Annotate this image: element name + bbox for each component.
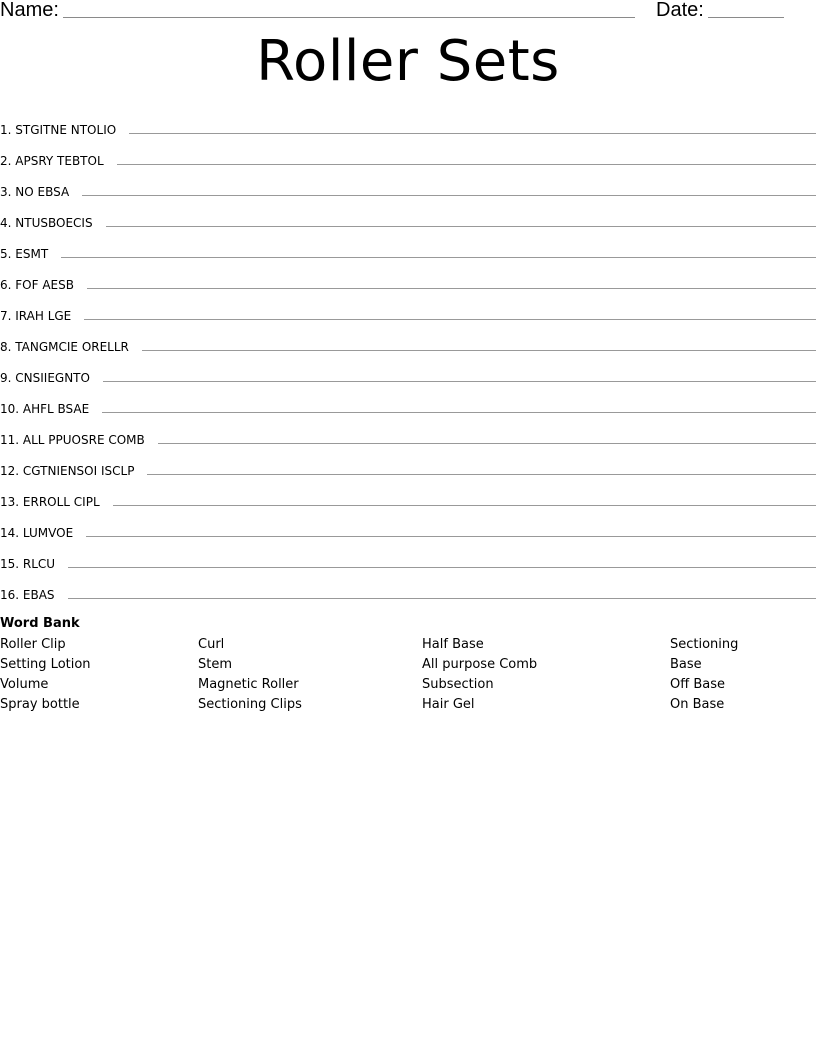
question-row [0, 111, 816, 142]
word-bank-item: On Base [670, 697, 725, 712]
word-bank-column [198, 635, 302, 715]
word-bank [0, 615, 816, 715]
answer-line[interactable] [147, 474, 816, 475]
scrambled-word: 15. RLCU [0, 557, 56, 571]
answer-line[interactable] [87, 288, 816, 289]
question-row [0, 545, 816, 576]
word-bank-item: Roller Clip [0, 637, 66, 652]
worksheet-header [0, 0, 816, 24]
scrambled-word: 5. ESMT [0, 247, 49, 261]
date-field-line[interactable] [708, 17, 784, 18]
answer-line[interactable] [103, 381, 816, 382]
word-bank-item: Magnetic Roller [198, 677, 299, 692]
question-row [0, 390, 816, 421]
name-field-line[interactable] [63, 17, 635, 18]
scrambled-word: 13. ERROLL CIPL [0, 495, 100, 509]
word-bank-item: All purpose Comb [422, 657, 538, 672]
scrambled-word: 4. NTUSBOECIS [0, 216, 93, 230]
question-row [0, 173, 816, 204]
question-list [0, 111, 816, 607]
question-row [0, 328, 816, 359]
word-bank-item: Base [670, 657, 702, 672]
question-row [0, 421, 816, 452]
question-row [0, 204, 816, 235]
word-bank-item: Curl [198, 637, 225, 652]
question-row [0, 359, 816, 390]
scrambled-word: 1. STGITNE NTOLIO [0, 123, 117, 137]
answer-line[interactable] [102, 412, 816, 413]
answer-line[interactable] [68, 567, 816, 568]
scrambled-word: 9. CNSIIEGNTO [0, 371, 90, 385]
scrambled-word: 16. EBAS [0, 588, 55, 602]
word-bank-grid [0, 635, 816, 715]
word-bank-column [422, 635, 537, 715]
scrambled-word: 14. LUMVOE [0, 526, 74, 540]
word-bank-item: Subsection [422, 677, 494, 692]
answer-line[interactable] [84, 319, 816, 320]
question-row [0, 297, 816, 328]
question-row [0, 142, 816, 173]
scrambled-word: 6. FOF AESB [0, 278, 74, 292]
word-bank-item: Spray bottle [0, 697, 80, 712]
date-label: Date: [656, 0, 704, 21]
page-title: Roller Sets [256, 29, 560, 94]
scrambled-word: 11. ALL PPUOSRE COMB [0, 433, 145, 447]
answer-line[interactable] [113, 505, 816, 506]
scrambled-word: 10. AHFL BSAE [0, 402, 90, 416]
question-row [0, 452, 816, 483]
word-bank-item: Off Base [670, 677, 725, 692]
word-bank-item: Volume [0, 677, 49, 692]
word-bank-item: Stem [198, 657, 233, 672]
name-label: Name: [0, 0, 59, 21]
answer-line[interactable] [117, 164, 816, 165]
question-row [0, 514, 816, 545]
question-row [0, 483, 816, 514]
scrambled-word: 7. IRAH LGE [0, 309, 72, 323]
answer-line[interactable] [106, 226, 816, 227]
word-bank-item: Hair Gel [422, 697, 475, 712]
word-bank-item: Half Base [422, 637, 484, 652]
answer-line[interactable] [86, 536, 816, 537]
answer-line[interactable] [158, 443, 816, 444]
word-bank-title: Word Bank [0, 616, 80, 631]
answer-line[interactable] [68, 598, 816, 599]
question-row [0, 266, 816, 297]
answer-line[interactable] [82, 195, 816, 196]
scrambled-word: 3. NO EBSA [0, 185, 70, 199]
question-row [0, 576, 816, 607]
question-row [0, 235, 816, 266]
answer-line[interactable] [142, 350, 816, 351]
word-bank-item: Setting Lotion [0, 657, 91, 672]
scrambled-word: 2. APSRY TEBTOL [0, 154, 104, 168]
word-bank-column [0, 635, 91, 715]
answer-line[interactable] [61, 257, 816, 258]
word-bank-item: Sectioning Clips [198, 697, 302, 712]
word-bank-item: Sectioning [670, 637, 739, 652]
answer-line[interactable] [129, 133, 816, 134]
scrambled-word: 12. CGTNIENSOI ISCLP [0, 464, 135, 478]
word-bank-column [670, 635, 738, 715]
scrambled-word: 8. TANGMCIE ORELLR [0, 340, 129, 354]
